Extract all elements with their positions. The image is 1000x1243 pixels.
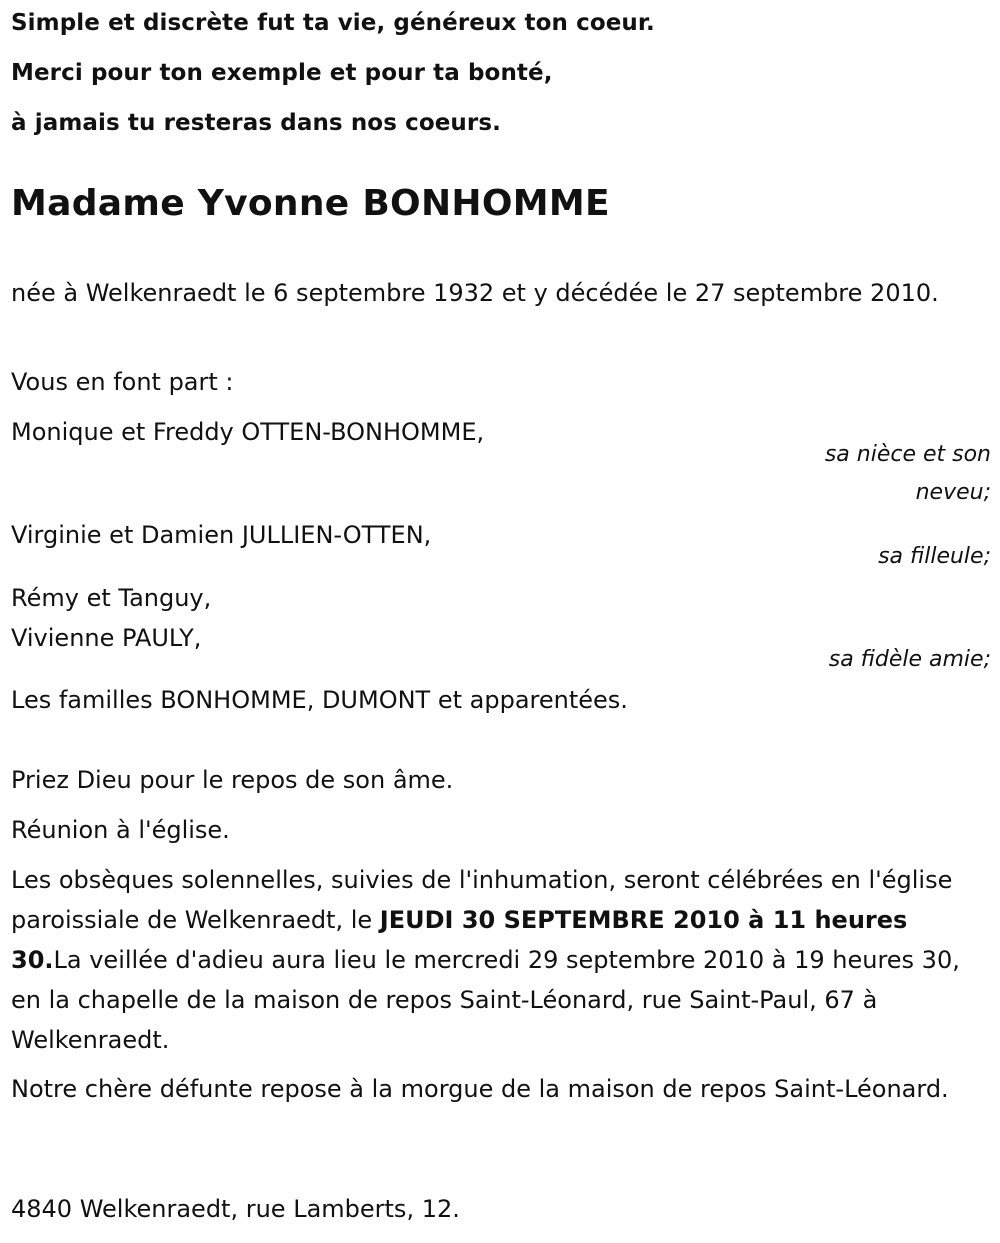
funeral-details (11, 860, 976, 1060)
mourner-names-3: Rémy et Tanguy, (11, 584, 212, 612)
prayer-line: Priez Dieu pour le repos de son âme. (11, 766, 454, 794)
meeting-line: Réunion à l'église. (11, 816, 230, 844)
announce-intro: Vous en font part : (11, 368, 234, 396)
birth-death-dates: née à Welkenraedt le 6 septembre 1932 et y décédée le 27 septembre 2010. (11, 279, 939, 307)
mourner-relation-4: sa fidèle amie; (828, 647, 991, 672)
rest-place-line: Notre chère défunte repose à la morgue de la maison de repos Saint-Léonard. (11, 1075, 949, 1103)
mourner-names-2: Virginie et Damien JULLIEN-OTTEN, (11, 521, 432, 549)
mourner-names-1: Monique et Freddy OTTEN-BONHOMME, (11, 418, 485, 446)
verse-line-1: Simple et discrète fut ta vie, généreux ton coeur. (11, 10, 655, 36)
verse-line-2: Merci pour ton exemple et pour ta bonté, (11, 60, 553, 86)
mourner-relation-2: sa filleule; (878, 544, 991, 569)
mourner-names-4: Vivienne PAULY, (11, 624, 202, 652)
deceased-name: Madame Yvonne BONHOMME (11, 183, 610, 224)
funeral-text-before: Les obsèques solennelles, suivies de l'inhumation, seront célébrées en l'église paroissiale de Welkenraedt, le (11, 866, 953, 934)
verse-line-3: à jamais tu resteras dans nos coeurs. (11, 110, 501, 136)
funeral-text-after: La veillée d'adieu aura lieu le mercredi 29 septembre 2010 à 19 heures 30, en la chapelle de la maison de repos Saint-Léonard, rue Saint-Paul, 67 à Welkenraedt. (11, 946, 960, 1054)
funeral-date: JEUDI 30 SEPTEMBRE 2010 à 11 heures 30. (11, 906, 908, 974)
family-address: 4840 Welkenraedt, rue Lamberts, 12. (11, 1195, 460, 1223)
mourner-relation-1: sa nièce et son neveu; (824, 442, 991, 505)
families-line: Les familles BONHOMME, DUMONT et apparentées. (11, 686, 628, 714)
